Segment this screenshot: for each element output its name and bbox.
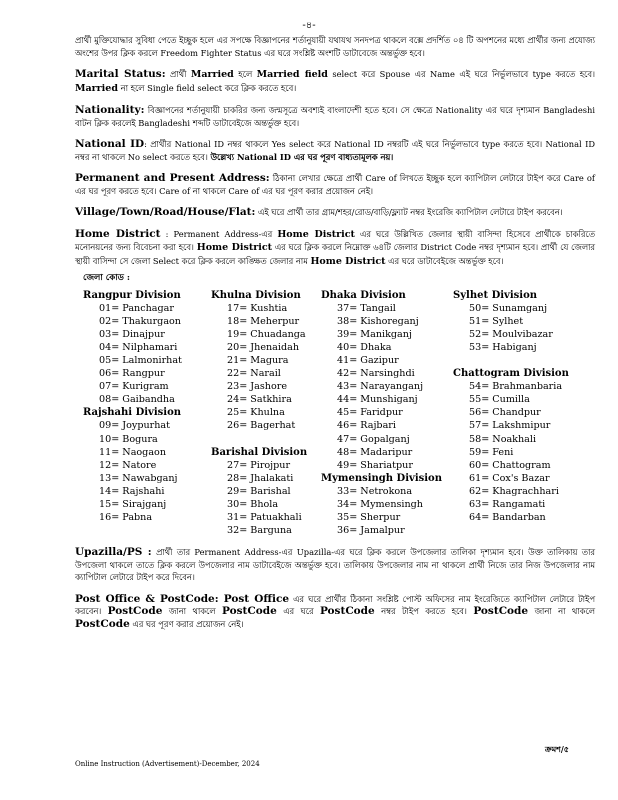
district-column [211, 289, 321, 538]
district-code-item: 31= Patuakhali [227, 512, 302, 524]
post-office-bold-4: PostCode [319, 605, 375, 618]
district-code-item: 25= Khulna [227, 407, 285, 419]
home-district-paragraph [75, 228, 595, 269]
home-district-bold-3: Home District [310, 255, 386, 267]
marital-text-4: না হলে Single field select করে ক্লিক করতে হবে। [117, 82, 297, 93]
post-office-text-5: জানা না থাকলে [528, 606, 595, 617]
national-id-note: উল্লেখ্য National ID এর ঘর পূরণ বাধ্যতামূলক নয়। [210, 151, 394, 162]
marital-bold-2: Married field [256, 69, 328, 80]
district-code-item: 44= Munshiganj [337, 394, 418, 406]
nationality-paragraph [75, 104, 595, 129]
district-code-item: 45= Faridpur [337, 407, 403, 419]
national-id-label: National ID [75, 138, 145, 150]
district-code-item: 29= Barishal [227, 485, 291, 497]
district-code-table [83, 289, 595, 538]
home-district-text-3: এর ঘরে ক্লিক করলে নিম্নোক্ত ৬৪টি জেলার District Code নম্বর দৃশ্যমান হবে। প্রার্থী যে জেলার স্থায়ী বাসিন্দা সে জেলা Select করে ক্লিক করলে কাঙ্ক্ষিত জেলার নাম [75, 242, 595, 266]
marital-status-label: Marital Status: [75, 68, 166, 80]
village-paragraph [75, 206, 595, 219]
post-office-bold-3: PostCode [222, 605, 277, 618]
district-code-item: 23= Jashore [227, 381, 288, 393]
district-code-item: 39= Manikganj [337, 328, 412, 340]
district-code-item: 43= Narayanganj [337, 381, 424, 393]
upazilla-paragraph [75, 546, 595, 584]
district-code-item: 63= Rangamati [469, 499, 546, 510]
village-label: Village/Town/Road/House/Flat: [75, 206, 256, 218]
district-code-item: 13= Nawabganj [99, 472, 178, 484]
division-heading: Sylhet Division [453, 289, 538, 301]
district-code-item: 21= Magura [227, 354, 289, 366]
marital-bold-1: Married [190, 69, 234, 80]
district-code-item: 28= Jhalakati [227, 472, 294, 484]
post-office-text-4: নম্বর টাইপ করতে হবে। [374, 606, 474, 617]
district-code-item: 57= Lakshmipur [469, 420, 551, 432]
district-code-item: 38= Kishoreganj [337, 315, 419, 327]
district-code-item: 17= Kushtia [227, 302, 288, 314]
intro-paragraph: প্রার্থী মুক্তিযোদ্ধার সুবিধা পেতে ইচ্ছুক হলে এর সপক্ষে বিজ্ঞাপনের শর্তানুযায়ী যথাযথ সনদপত্র থাকলে বক্সে প্রদর্শিত ০৪ টি অপশনের মধ্যে প্রার্থীর জন্য প্রযোজ্য অংশের উপর ক্লিক করলে Freedom Fighter Status এর ঘরে সংশ্লিষ্ট অংশটি ডাটাবেজে অন্তর্ভুক্ত হবে। [75, 35, 595, 58]
division-heading: Rajshahi Division [83, 407, 182, 419]
district-code-item: 47= Gopalganj [337, 433, 410, 445]
post-office-text-6: এর ঘর পূরণ করার প্রয়োজন নেই। [129, 618, 244, 629]
district-code-item: 42= Narsinghdi [337, 368, 415, 380]
continued-marker: ক্রমশ/৫ [545, 744, 569, 754]
document-body [75, 34, 595, 639]
post-office-paragraph [75, 593, 595, 631]
home-district-bold-1: Home District [277, 228, 355, 240]
upazilla-label: Upazilla/PS : [75, 546, 152, 559]
post-office-text-3: এর ঘরে [276, 606, 320, 617]
district-code-item: 64= Bandarban [469, 512, 546, 524]
national-id-paragraph [75, 138, 595, 163]
district-code-item: 05= Lalmonirhat [99, 354, 182, 366]
district-code-item: 09= Joypurhat [99, 420, 170, 432]
district-code-item: 58= Noakhali [469, 433, 537, 445]
district-code-item: 04= Nilphamari [99, 341, 178, 353]
home-district-label: Home District [75, 227, 161, 240]
district-code-item: 54= Brahmanbaria [469, 381, 563, 393]
home-district-bold-2: Home District [196, 242, 273, 253]
address-label: Permanent and Present Address: [75, 172, 270, 184]
district-code-item: 37= Tangail [337, 302, 396, 314]
district-column [83, 289, 211, 538]
district-code-item: 22= Narail [227, 368, 281, 380]
district-code-item: 55= Cumilla [469, 394, 530, 406]
address-paragraph [75, 172, 595, 197]
home-district-text-2: এর ঘরে উল্লিখিত জেলার স্থায়ী বাসিন্দা হিসেবে প্রার্থীকে চাকরিতে মনোনয়নের জন্য বিবেচনা করা হবে। [75, 228, 595, 252]
marital-text-1: প্রার্থী [165, 69, 191, 79]
home-district-text-1: : Permanent Address-এর [160, 228, 278, 239]
post-office-label: Post Office & PostCode: [75, 592, 219, 605]
district-code-item: 15= Sirajganj [99, 499, 167, 510]
district-code-item: 41= Gazipur [337, 354, 399, 366]
district-code-item: 62= Khagrachhari [469, 485, 559, 497]
district-code-item: 12= Natore [99, 459, 157, 471]
district-code-item: 16= Pabna [99, 512, 153, 524]
district-code-item: 61= Cox's Bazar [469, 472, 550, 484]
address-text: ঠিকানা লেখার ক্ষেত্রে প্রার্থী Care of লিখতে ইচ্ছুক হলে ক্যাপিটাল লেটারে টাইপ করে Care of এর ঘর পূরণ করতে হবে। Care of না থাকলে Care of এর ঘর পূরণ করার প্রয়োজন নেই। [75, 173, 595, 196]
district-code-item: 18= Meherpur [227, 315, 300, 327]
district-code-item: 03= Dinajpur [99, 328, 165, 340]
district-code-item: 07= Kurigram [99, 381, 169, 393]
district-code-item: 46= Rajbari [337, 420, 396, 432]
district-column [321, 289, 453, 538]
district-code-item: 53= Habiganj [469, 341, 537, 353]
district-code-item: 60= Chattogram [469, 459, 551, 471]
marital-text-2: হলে [233, 69, 257, 79]
district-code-item: 27= Pirojpur [227, 459, 291, 471]
district-code-item: 30= Bhola [227, 499, 279, 510]
upazilla-text: প্রার্থী তার Permanent Address-এর Upazilla-এর ঘরে ক্লিক করলে উপজেলার তালিকা দৃশ্যমান হবে। উক্ত তালিকায় তার উপজেলা থাকলে তাতে ক্লিক করলে উপজেলার নাম ডাটাবেইজে অন্তর্ভুক্ত হবে। তালিকায় উপজেলার নাম না থাকলে প্রার্থী নিজে তার নিজ উপজেলার নাম ক্যাপিটাল লেটারে টাইপ করে দিবেন। [75, 547, 595, 583]
division-heading: Dhaka Division [321, 289, 406, 301]
post-office-bold-2: PostCode [107, 605, 163, 618]
district-code-item: 14= Rajshahi [99, 485, 165, 497]
nationality-text: বিজ্ঞাপনের শর্তানুযায়ী চাকরির জন্য জন্মসূত্রে অবশ্যই বাংলাদেশী হতে হবে। সে ক্ষেত্রে Nationality এর ঘরে দৃশ্যমান Bangladeshi বাটন ক্লিক করলেই Bangladeshi শব্দটি ডাটাবেইজে অন্তর্ভুক্ত হবে। [75, 105, 595, 128]
column-spacer [453, 354, 593, 367]
district-code-item: 24= Satkhira [227, 394, 292, 406]
post-office-bold-1: Post Office [218, 592, 290, 605]
footer-text: Online Instruction (Advertisement)-December, 2024 [75, 760, 260, 768]
district-code-item: 59= Feni [469, 446, 514, 458]
division-heading: Khulna Division [211, 289, 301, 301]
district-code-item: 35= Sherpur [337, 512, 401, 524]
district-code-item: 26= Bagerhat [227, 420, 296, 432]
village-text: এই ঘরে প্রার্থী তার গ্রাম/শহর/রোড/বাড়ি/ফ্ল্যাট নম্বর ইংরেজি ক্যাপিটাল লেটারে টাইপ করবেন। [255, 207, 563, 217]
nationality-label: Nationality: [75, 104, 145, 116]
post-office-text-1: এর ঘরে প্রার্থীর ঠিকানা সংশ্লিষ্ট পোস্ট অফিসের নাম ইংরেজিতে ক্যাপিটাল লেটারে টাইপ করবেন। [75, 593, 595, 617]
page-number: -৪- [302, 20, 316, 31]
district-code-item: 32= Barguna [227, 525, 292, 537]
marital-bold-3: Married [75, 82, 118, 94]
district-code-item: 10= Bogura [99, 433, 158, 445]
district-code-item: 01= Panchagar [99, 302, 174, 314]
column-spacer [211, 433, 321, 446]
district-code-item: 20= Jhenaidah [227, 341, 300, 353]
district-code-item: 08= Gaibandha [99, 394, 175, 406]
marital-status-paragraph [75, 68, 595, 95]
district-column [453, 289, 593, 538]
district-code-item: 56= Chandpur [469, 407, 541, 419]
district-code-item: 52= Moulvibazar [469, 328, 553, 340]
division-heading: Barishal Division [211, 446, 308, 458]
division-heading: Rangpur Division [83, 289, 181, 301]
district-code-item: 36= Jamalpur [337, 525, 405, 537]
district-code-item: 06= Rangpur [99, 368, 165, 380]
district-code-item: 40= Dhaka [337, 341, 392, 353]
district-code-item: 19= Chuadanga [227, 328, 306, 340]
district-code-item: 48= Madaripur [337, 446, 413, 458]
post-office-bold-6: PostCode [75, 617, 130, 630]
district-code-item: 02= Thakurgaon [99, 315, 181, 327]
division-heading: Chattogram Division [453, 368, 569, 380]
district-code-item: 51= Sylhet [469, 315, 524, 327]
division-heading: Mymensingh Division [321, 472, 442, 484]
home-district-text-4: এর ঘরে ডাটাবেইজে অন্তর্ভুক্ত হবে। [385, 255, 504, 266]
district-code-title: জেলা কোড : [83, 273, 131, 283]
district-code-item: 34= Mymensingh [337, 499, 423, 510]
national-id-text: : প্রার্থীর National ID নম্বর থাকলে Yes select করে National ID নম্বরটি এই ঘরে নির্ভুলভাবে type করতে হবে। National ID নম্বর না থাকলে No select করতে হবে। [75, 139, 596, 162]
district-code-item: 11= Naogaon [99, 446, 167, 458]
district-code-item: 50= Sunamganj [469, 302, 548, 314]
district-code-item: 33= Netrokona [337, 485, 413, 497]
post-office-text-2: জানা থাকলে [162, 606, 222, 617]
post-office-bold-5: PostCode [473, 605, 529, 618]
district-code-item: 49= Shariatpur [337, 459, 413, 471]
marital-text-3: select করে Spouse এর Name এই ঘরে নির্ভুলভাবে type করতে হবে। [327, 69, 595, 79]
